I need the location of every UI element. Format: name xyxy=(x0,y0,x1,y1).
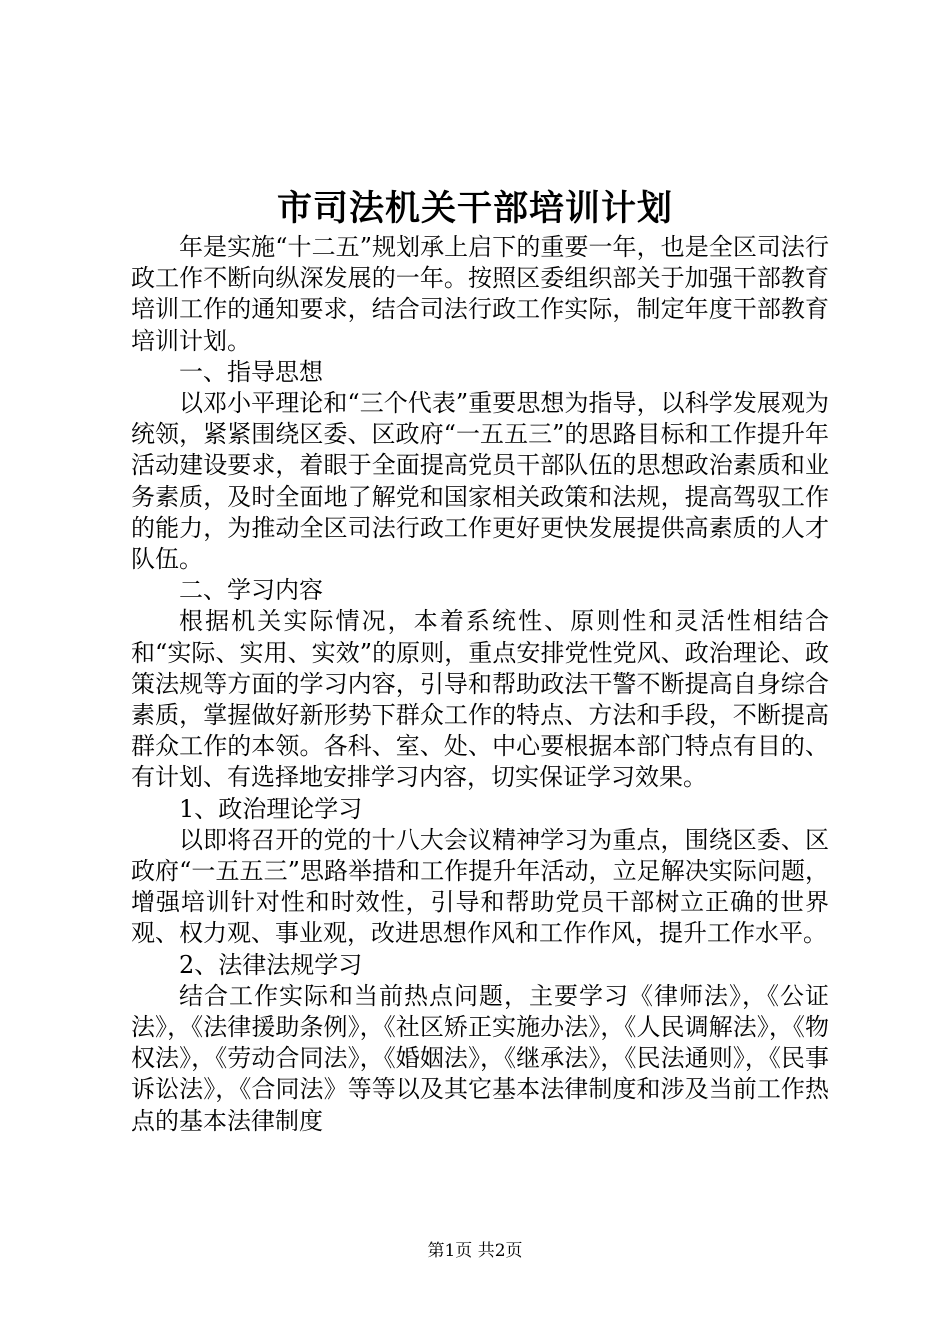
section-heading-study-content: 二、学习内容 xyxy=(179,576,323,605)
document-body xyxy=(131,232,829,1137)
guiding-thought-paragraph: 以邓小平理论和“三个代表”重要思想为指导，以科学发展观为统领，紧紧围绕区委、区政府“一五五三”的思路目标和工作提升年活动建设要求，着眼于全面提高党员干部队伍的思想政治素质和业务素质，及时全面地了解党和国家相关政策和法规，提高驾驭工作的能力，为推动全区司法行政工作更好更快发展提供高素质的人才队伍。 xyxy=(131,389,829,574)
page-number-footer: 第1页 共2页 xyxy=(427,1241,523,1261)
subsection-heading-laws-regulations: 2、法律法规学习 xyxy=(179,950,363,979)
laws-regulations-paragraph: 结合工作实际和当前热点问题，主要学习《律师法》，《公证法》，《法律援助条例》，《社区矫正实施办法》，《人民调解法》，《物权法》，《劳动合同法》，《婚姻法》，《继承法》，《民法通则》，《民事诉讼法》，《合同法》等等以及其它基本法律制度和涉及当前工作热点的基本法律制度 xyxy=(131,981,829,1135)
intro-paragraph: 年是实施“十二五”规划承上启下的重要一年，也是全区司法行政工作不断向纵深发展的一年。按照区委组织部关于加强干部教育培训工作的通知要求，结合司法行政工作实际，制定年度干部教育培训计划。 xyxy=(131,233,829,355)
document-title: 市司法机关干部培训计划 xyxy=(276,188,673,229)
subsection-heading-political-theory: 1、政治理论学习 xyxy=(179,794,363,823)
study-content-paragraph: 根据机关实际情况，本着系统性、原则性和灵活性相结合和“实际、实用、实效”的原则，重点安排党性党风、政治理论、政策法规等方面的学习内容，引导和帮助政法干警不断提高自身综合素质，掌握做好新形势下群众工作的特点、方法和手段，不断提高群众工作的本领。各科、室、处、中心要根据本部门特点有目的、有计划、有选择地安排学习内容，切实保证学习效果。 xyxy=(131,607,829,792)
political-theory-paragraph: 以即将召开的党的十八大会议精神学习为重点，围绕区委、区政府“一五五三”思路举措和工作提升年活动，立足解决实际问题，增强培训针对性和时效性，引导和帮助党员干部树立正确的世界观、权力观、事业观，改进思想作风和工作作风，提升工作水平。 xyxy=(131,825,829,948)
section-heading-guiding-thought: 一、指导思想 xyxy=(179,357,323,386)
